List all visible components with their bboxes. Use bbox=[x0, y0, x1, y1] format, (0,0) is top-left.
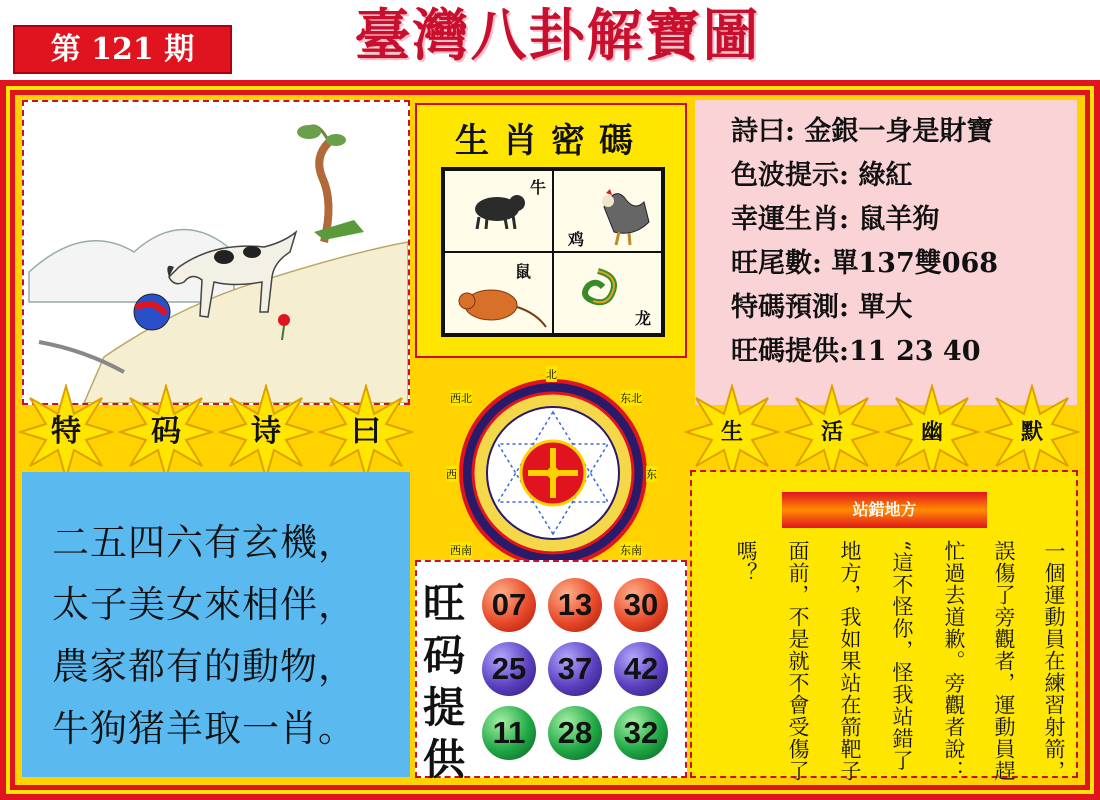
wheel-label-w: 西 bbox=[446, 468, 457, 481]
star-badge bbox=[18, 384, 114, 480]
zodiac-cell-rat bbox=[444, 252, 553, 334]
star-char: 曰 bbox=[351, 414, 381, 449]
zodiac-label-dragon: 龙 bbox=[634, 309, 651, 328]
zodiac-code-box bbox=[415, 103, 687, 358]
star-badge bbox=[218, 384, 314, 480]
star-char: 码 bbox=[151, 414, 181, 449]
dog-illustration bbox=[22, 100, 410, 405]
zodiac-label-rooster: 鸡 bbox=[568, 230, 585, 249]
dog-scene-icon bbox=[24, 102, 408, 403]
number-ball: 11 bbox=[482, 706, 536, 760]
number-ball: 07 bbox=[482, 578, 536, 632]
number-ball: 42 bbox=[614, 642, 668, 696]
star-char: 生 bbox=[720, 419, 743, 445]
story-title: 站錯地方 bbox=[782, 492, 987, 528]
story-column: “這不怪你，怪我站錯了 bbox=[890, 540, 914, 772]
zodiac-cell-dragon bbox=[553, 252, 662, 334]
star-char: 活 bbox=[820, 419, 843, 445]
rat-icon bbox=[451, 281, 551, 331]
zodiac-grid bbox=[441, 167, 665, 337]
page-title: 臺灣八卦解寶圖 bbox=[354, 3, 761, 69]
number-ball: 37 bbox=[548, 642, 602, 696]
number-ball: 28 bbox=[548, 706, 602, 760]
poem-box bbox=[22, 472, 410, 777]
star-char: 诗 bbox=[251, 414, 281, 449]
zodiac-label-ox: 牛 bbox=[529, 178, 546, 197]
story-column: 地方，我如果站在箭靶子 bbox=[838, 540, 862, 782]
star-badge bbox=[784, 384, 880, 480]
wheel-label-nw: 西北 bbox=[450, 392, 472, 405]
star-badge bbox=[318, 384, 414, 480]
star-char: 特 bbox=[51, 414, 81, 449]
hot-numbers-label: 旺码提供 bbox=[422, 579, 465, 784]
prediction-line: 特碼預測: 單大 bbox=[731, 292, 913, 323]
number-ball: 13 bbox=[548, 578, 602, 632]
poem-line: 二五四六有玄機， bbox=[52, 521, 356, 564]
star-badge bbox=[684, 384, 780, 480]
story-column: 一個運動員在練習射箭， bbox=[1042, 540, 1066, 782]
number-ball: 25 bbox=[482, 642, 536, 696]
zodiac-cell-rooster bbox=[553, 170, 662, 252]
hint-info-box bbox=[695, 100, 1077, 405]
story-column: 忙過去道歉。旁觀者說： bbox=[942, 540, 966, 782]
ox-icon bbox=[467, 185, 527, 229]
poem-hint-line: 詩曰: 金銀一身是財寶 bbox=[731, 116, 994, 147]
hot-code-line: 旺碼提供:11 23 40 bbox=[731, 336, 981, 367]
rooster-icon bbox=[594, 177, 652, 247]
color-wave-line: 色波提示: 綠紅 bbox=[731, 160, 913, 191]
wheel-label-ne: 东北 bbox=[620, 392, 642, 405]
poem-line: 牛狗猪羊取一肖。 bbox=[52, 707, 356, 750]
zodiac-title: 生肖密碼 bbox=[455, 121, 647, 161]
number-ball: 32 bbox=[614, 706, 668, 760]
zodiac-label-rat: 鼠 bbox=[515, 262, 532, 281]
zodiac-cell-ox bbox=[444, 170, 553, 252]
lucky-zodiac-line: 幸運生肖: 鼠羊狗 bbox=[731, 204, 940, 235]
star-char: 幽 bbox=[920, 419, 943, 445]
number-ball: 30 bbox=[614, 578, 668, 632]
story-column: 面前，不是就不會受傷了 bbox=[786, 540, 810, 782]
story-column: 嗎？ bbox=[734, 540, 758, 584]
dragon-icon bbox=[568, 261, 628, 321]
poem-line: 太子美女來相伴， bbox=[52, 583, 356, 626]
issue-number: 第 121 期 bbox=[15, 27, 230, 72]
poem-line: 農家都有的動物， bbox=[52, 645, 356, 688]
bagua-wheel bbox=[446, 368, 657, 574]
story-column: 誤傷了旁觀者，運動員趕 bbox=[992, 540, 1016, 782]
wheel-label-sw: 西南 bbox=[450, 544, 472, 557]
star-badge bbox=[884, 384, 980, 480]
wheel-label-n: 北 bbox=[546, 368, 557, 381]
tail-number-line: 旺尾數: 單137雙068 bbox=[731, 248, 999, 279]
star-char: 默 bbox=[1020, 419, 1043, 445]
wheel-label-e: 东 bbox=[646, 468, 657, 481]
wheel-label-se: 东南 bbox=[620, 544, 642, 557]
star-badge bbox=[118, 384, 214, 480]
star-badge bbox=[984, 384, 1080, 480]
